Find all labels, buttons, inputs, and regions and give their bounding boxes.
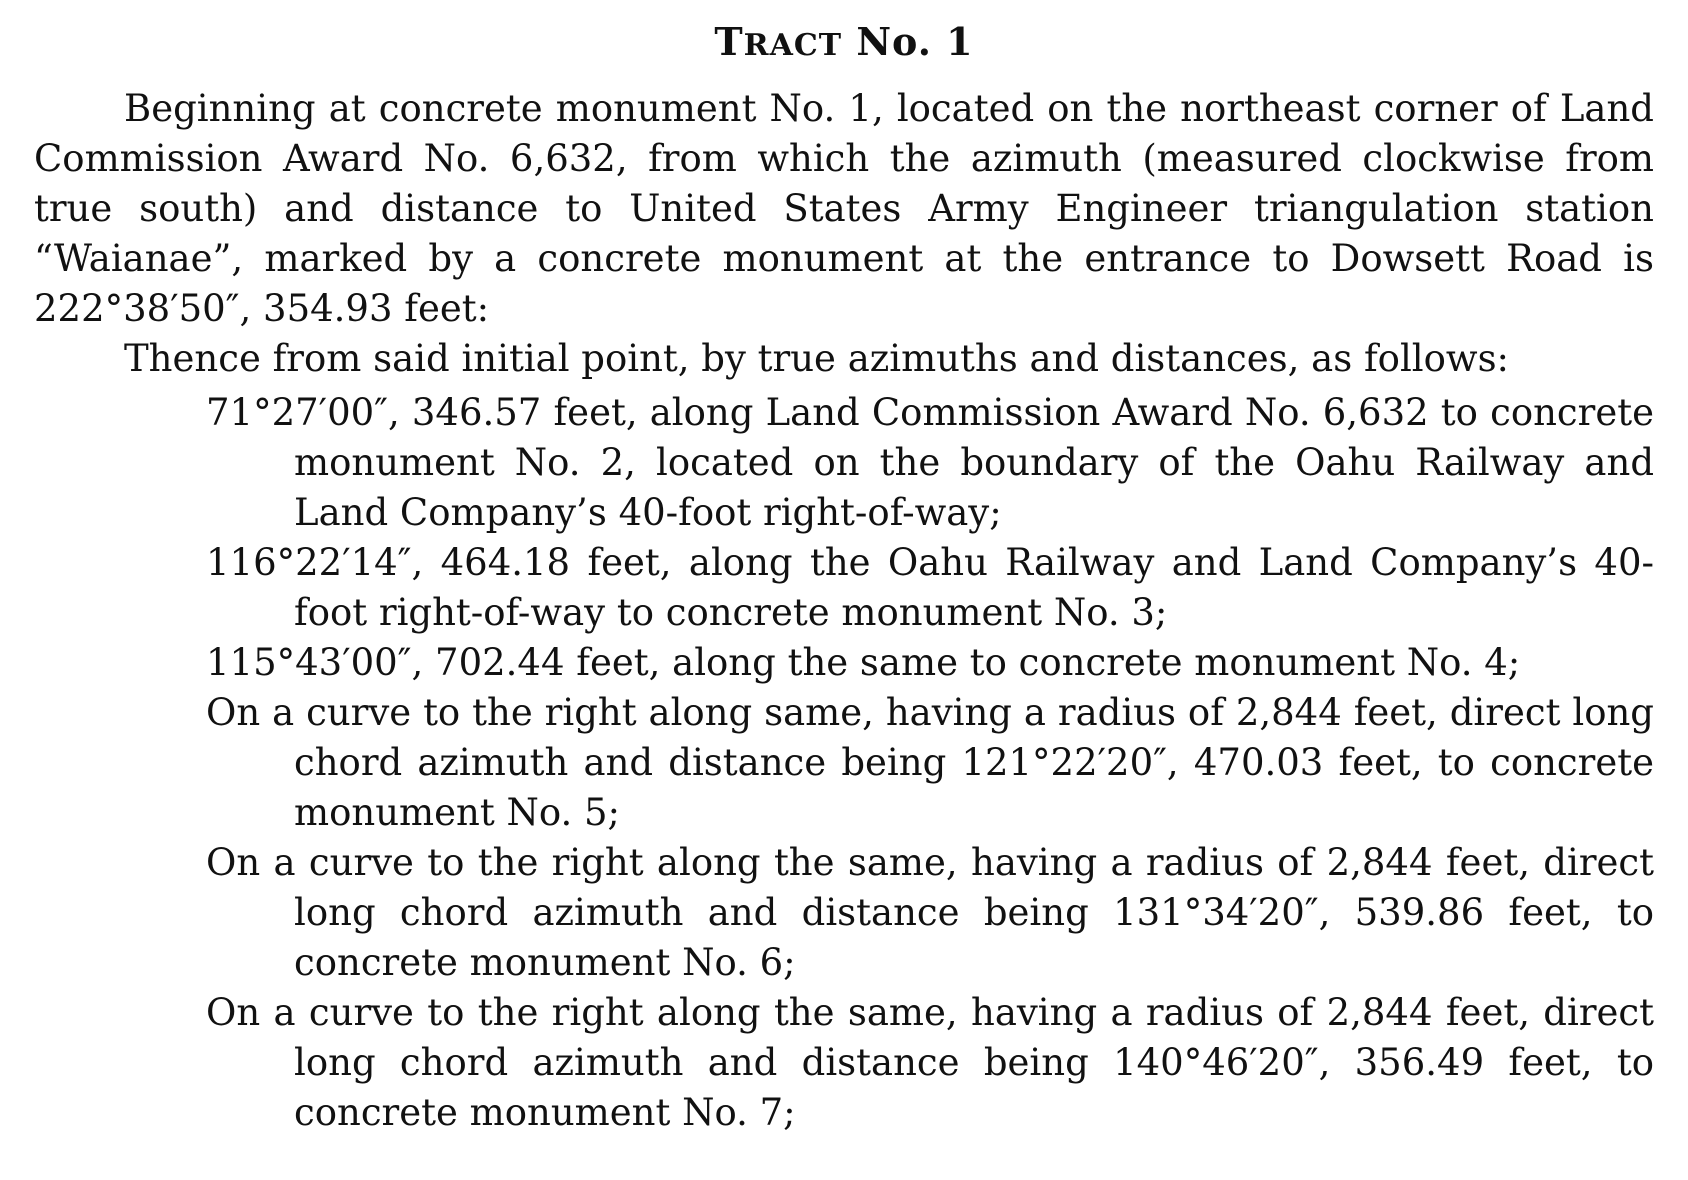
course-item: On a curve to the right along same, having a radius of 2,844 feet, direct long chord azimuth and distance being 121°22′20″, 470.03 feet, to concrete monument No. 5; [206, 691, 1654, 834]
course-list [34, 388, 1654, 1138]
title-number: No. 1 [856, 19, 974, 64]
course-item: 115°43′00″, 702.44 feet, along the same to concrete monument No. 4; [206, 641, 1521, 684]
thence-line: Thence from said initial point, by true azimuths and distances, as follows: [124, 337, 1510, 380]
course-item: 116°22′14″, 464.18 feet, along the Oahu Railway and Land Company’s 40-foot right-of-way to concrete monument No. 3; [206, 541, 1654, 634]
course-item: On a curve to the right along the same, having a radius of 2,844 feet, direct long chord azimuth and distance being 131°34′20″, 539.86 feet, to concrete monument No. 6; [206, 841, 1654, 984]
document-page [34, 14, 1654, 1138]
title-initial: T [714, 19, 744, 64]
title-smallcaps: RACT [743, 28, 843, 63]
course-item: 71°27′00″, 346.57 feet, along Land Commission Award No. 6,632 to concrete monument No. 2, located on the boundary of the Oahu Railway and Land Company’s 40-foot right-of-way; [206, 391, 1654, 534]
course-item: On a curve to the right along the same, having a radius of 2,844 feet, direct long chord azimuth and distance being 140°46′20″, 356.49 feet, to concrete monument No. 7; [206, 991, 1654, 1134]
intro-paragraph: Beginning at concrete monument No. 1, located on the northeast corner of Land Commission Award No. 6,632, from which the azimuth (measured clockwise from true south) and distance to United States Army Engineer triangulation station “Waianae”, marked by a concrete monument at the entrance to Dowsett Road is 222°38′50″, 354.93 feet: [34, 87, 1654, 330]
tract-title [34, 14, 1654, 74]
